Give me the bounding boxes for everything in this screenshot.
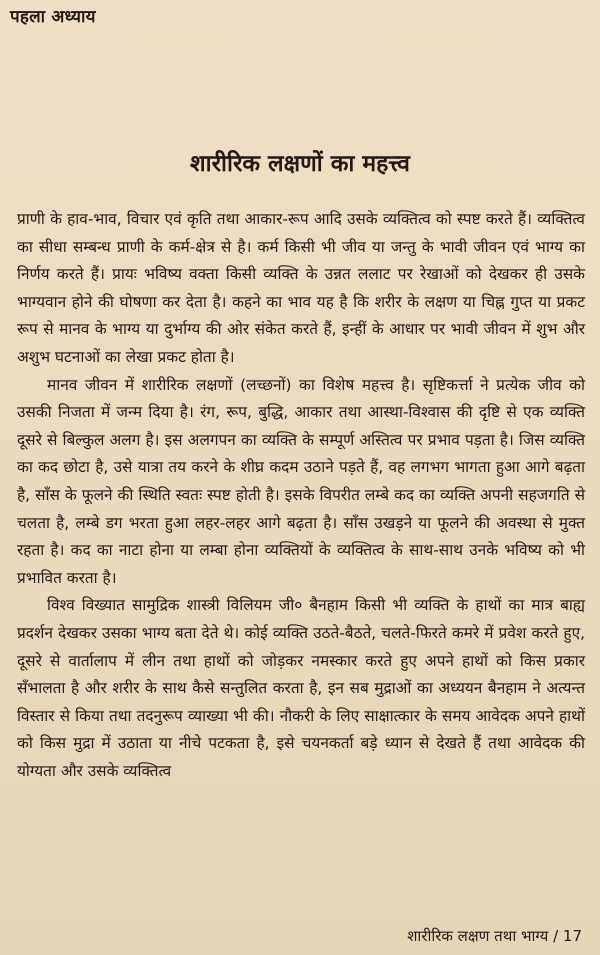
paragraph-1: प्राणी के हाव-भाव, विचार एवं कृति तथा आकार-रूप आदि उसके व्यक्तित्व को स्पष्ट करते हैं। व्यक्तित्व का सीधा सम्बन्ध प्राणी के कर्म-क्षेत्र से है। कर्म किसी भी जीव या जन्तु के भावी जीवन एवं भाग्य का निर्णय करते हैं। प्रायः भविष्य वक्ता किसी व्यक्ति के उन्नत ललाट पर रेखाओं को देखकर ही उसके भाग्यवान होने की घोषणा कर देता है। कहने का भाव यह है कि शरीर के लक्षण या चिह्न गुप्त या प्रकट रूप से मानव के भाग्य या दुर्भाग्य की ओर संकेत करते हैं, इन्हीं के आधार पर भावी जीवन में शुभ और अशुभ घटनाओं का लेखा प्रकट होता है। [17,210,585,366]
running-footer: शारीरिक लक्षण तथा भाग्य / 17 [407,927,582,945]
paragraph-3: विश्व विख्यात सामुद्रिक शास्त्री विलियम जी० बैनहाम किसी भी व्यक्ति के हाथों का मात्र बाह्य प्रदर्शन देखकर उसका भाग्य बता देते थे। कोई व्यक्ति उठते-बैठते, चलते-फिरते कमरे में प्रवेश करते हुए, दूसरे से वार्तालाप में लीन तथा हाथों को जोड़कर नमस्कार करते हुए अपने हाथों को किस प्रकार सँभालता है और शरीर के साथ कैसे सन्तुलित करता है, इन सब मुद्राओं का अध्ययन बैनहाम ने अत्यन्त विस्तार से किया तथा तदनुरूप व्याख्या भी की। नौकरी के लिए साक्षात्कार के समय आवेदक अपने हाथों को किस मुद्रा में उठाता या नीचे पटकता है, इसे चयनकर्ता बड़े ध्यान से देखते हैं तथा आवेदक की योग्यता और उसके व्यक्तित्व [17,596,585,780]
paragraph-2: मानव जीवन में शारीरिक लक्षणों (लच्छनों) का विशेष महत्त्व है। सृष्टिकर्त्ता ने प्रत्येक जीव को उसकी निजता में जन्म दिया है। रंग, रूप, बुद्धि, आकार तथा आस्था-विश्वास की दृष्टि से एक व्यक्ति दूसरे से बिल्कुल अलग है। इस अलगपन का व्यक्ति के सम्पूर्ण अस्तित्व पर प्रभाव पड़ता है। जिस व्यक्ति का कद छोटा है, उसे यात्रा तय करने के शीघ्र कदम उठाने पड़ते हैं, वह लगभग भागता हुआ आगे बढ़ता है, साँस के फूलने की स्थिति स्वतः स्पष्ट होती है। इसके विपरीत लम्बे कद का व्यक्ति अपनी सहजगति से चलता है, लम्बे डग भरता हुआ लहर-लहर आगे बढ़ता है। साँस उखड़ने या फूलने की अवस्था से मुक्त रहता है। कद का नाटा होना या लम्बा होना व्यक्तियों के व्यक्तित्व के साथ-साथ उनके भविष्य को भी प्रभावित करता है। [17,375,585,587]
chapter-title: शारीरिक लक्षणों का महत्त्व [190,151,410,177]
body-text [17,206,585,785]
chapter-label: पहला अध्याय [10,7,96,27]
